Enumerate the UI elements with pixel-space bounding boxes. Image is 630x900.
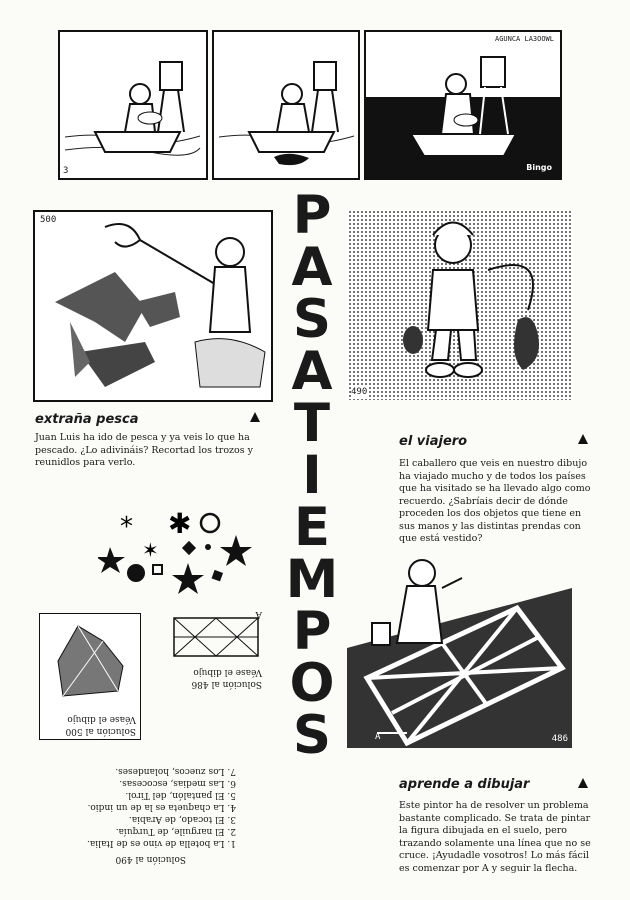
triangle-icon bbox=[578, 778, 588, 788]
comic-panel-3 bbox=[364, 30, 562, 180]
solution-500-box bbox=[39, 613, 141, 740]
sign-text: AGUNCA LA3OOWL bbox=[494, 35, 554, 43]
comic-panel-1 bbox=[58, 30, 208, 180]
solutions-block bbox=[36, 605, 276, 865]
painter-floor-illustration bbox=[347, 548, 572, 748]
solution-486-subtitle: Véase el dibujo bbox=[193, 667, 262, 677]
solution-490-list bbox=[36, 765, 236, 849]
solution-490-item: 1. La botella de vino es de Italia. bbox=[86, 838, 236, 848]
solution-486-path-drawing bbox=[168, 612, 264, 662]
title-letter: P bbox=[292, 185, 332, 246]
artist-signature: Bingo bbox=[526, 163, 552, 172]
shapes-cluster-icon bbox=[98, 505, 258, 595]
panel-number: 3 bbox=[63, 166, 69, 176]
solution-490-item: 2. El narguile, de Turquía. bbox=[115, 826, 236, 836]
title-letter: P bbox=[292, 601, 332, 662]
traveler-puzzle-panel bbox=[348, 210, 572, 400]
puzzle-number: 486 bbox=[551, 734, 568, 744]
title-letter: E bbox=[293, 497, 331, 558]
title-letter: M bbox=[285, 549, 339, 610]
solution-490-item: 7. Los zuecos, holandeses. bbox=[115, 766, 236, 776]
title-letter: I bbox=[302, 445, 322, 506]
comic-panel-2 bbox=[212, 30, 360, 180]
drawing-text: Este pintor ha de resolver un problema bastante complicado. Se trata de pintar la figura dibujada en el suelo, pero trazando solamente una línea que no se cruce. ¡Ayudadle vosotros! Lo más fácil es comenzar por A y seguir la flecha. bbox=[399, 800, 591, 874]
drawing-puzzle-panel bbox=[347, 548, 572, 748]
traveler-text: El caballero que veis en nuestro dibujo ha viajado mucho y de todos los países que ha visitado se ha llevado algo como recuerdo. ¿Sabríais decir de dónde proceden los dos objetos que tiene en sus manos y las distintas prendas con que está vestido? bbox=[399, 458, 591, 544]
painter-boat-illustration-1 bbox=[60, 32, 206, 178]
svg-text:✱: ✱ bbox=[168, 507, 192, 540]
fishing-title: extraña pesca bbox=[35, 412, 139, 427]
solution-486-label: A bbox=[255, 609, 262, 619]
solution-486-box bbox=[166, 609, 266, 690]
solution-500-fish-drawing bbox=[42, 616, 138, 711]
puzzle-number: 500 bbox=[40, 215, 57, 225]
solution-490-item: 5. El pantalón, del Tirol. bbox=[125, 790, 236, 800]
title-letter: A bbox=[291, 341, 333, 402]
solution-500-title: Solución al 500 bbox=[65, 726, 136, 736]
title-letter: S bbox=[292, 705, 332, 766]
traveler-illustration bbox=[348, 210, 572, 400]
fishing-puzzle-panel bbox=[33, 210, 273, 402]
triangle-icon bbox=[578, 434, 588, 444]
fishing-boy-illustration bbox=[35, 212, 271, 400]
solution-490-item: 4. La chaqueta es la de un indio. bbox=[87, 802, 236, 812]
fishing-text: Juan Luis ha ido de pesca y ya veis lo que ha pescado. ¿Lo adivináis? Recortad los trozos y reunidlos para verlo. bbox=[35, 432, 254, 468]
puzzle-number: 490 bbox=[351, 387, 368, 397]
solution-500-subtitle: Véase el dibujo bbox=[67, 714, 136, 724]
title-letter: S bbox=[292, 289, 332, 350]
solution-490-item: 6. Las medias, escocesas. bbox=[119, 778, 236, 788]
svg-text:*: * bbox=[120, 512, 133, 542]
pasatiempos-vertical-title bbox=[282, 185, 342, 766]
title-letter: T bbox=[293, 393, 331, 454]
painter-boat-illustration-2 bbox=[214, 32, 358, 178]
arrow-label: A bbox=[375, 732, 381, 742]
triangle-icon bbox=[250, 412, 260, 422]
solution-490-title: Solución al 490 bbox=[115, 854, 186, 864]
svg-text:✶: ✶ bbox=[142, 538, 159, 562]
title-letter: O bbox=[289, 653, 335, 714]
drawing-title: aprende a dibujar bbox=[399, 777, 530, 792]
painter-boat-illustration-3 bbox=[366, 32, 560, 178]
solution-486-title: Solución al 486 bbox=[191, 679, 262, 689]
traveler-title: el viajero bbox=[399, 434, 468, 449]
title-letter: A bbox=[291, 237, 333, 298]
solution-490-item: 3. El tocado, de Arabia. bbox=[128, 814, 236, 824]
